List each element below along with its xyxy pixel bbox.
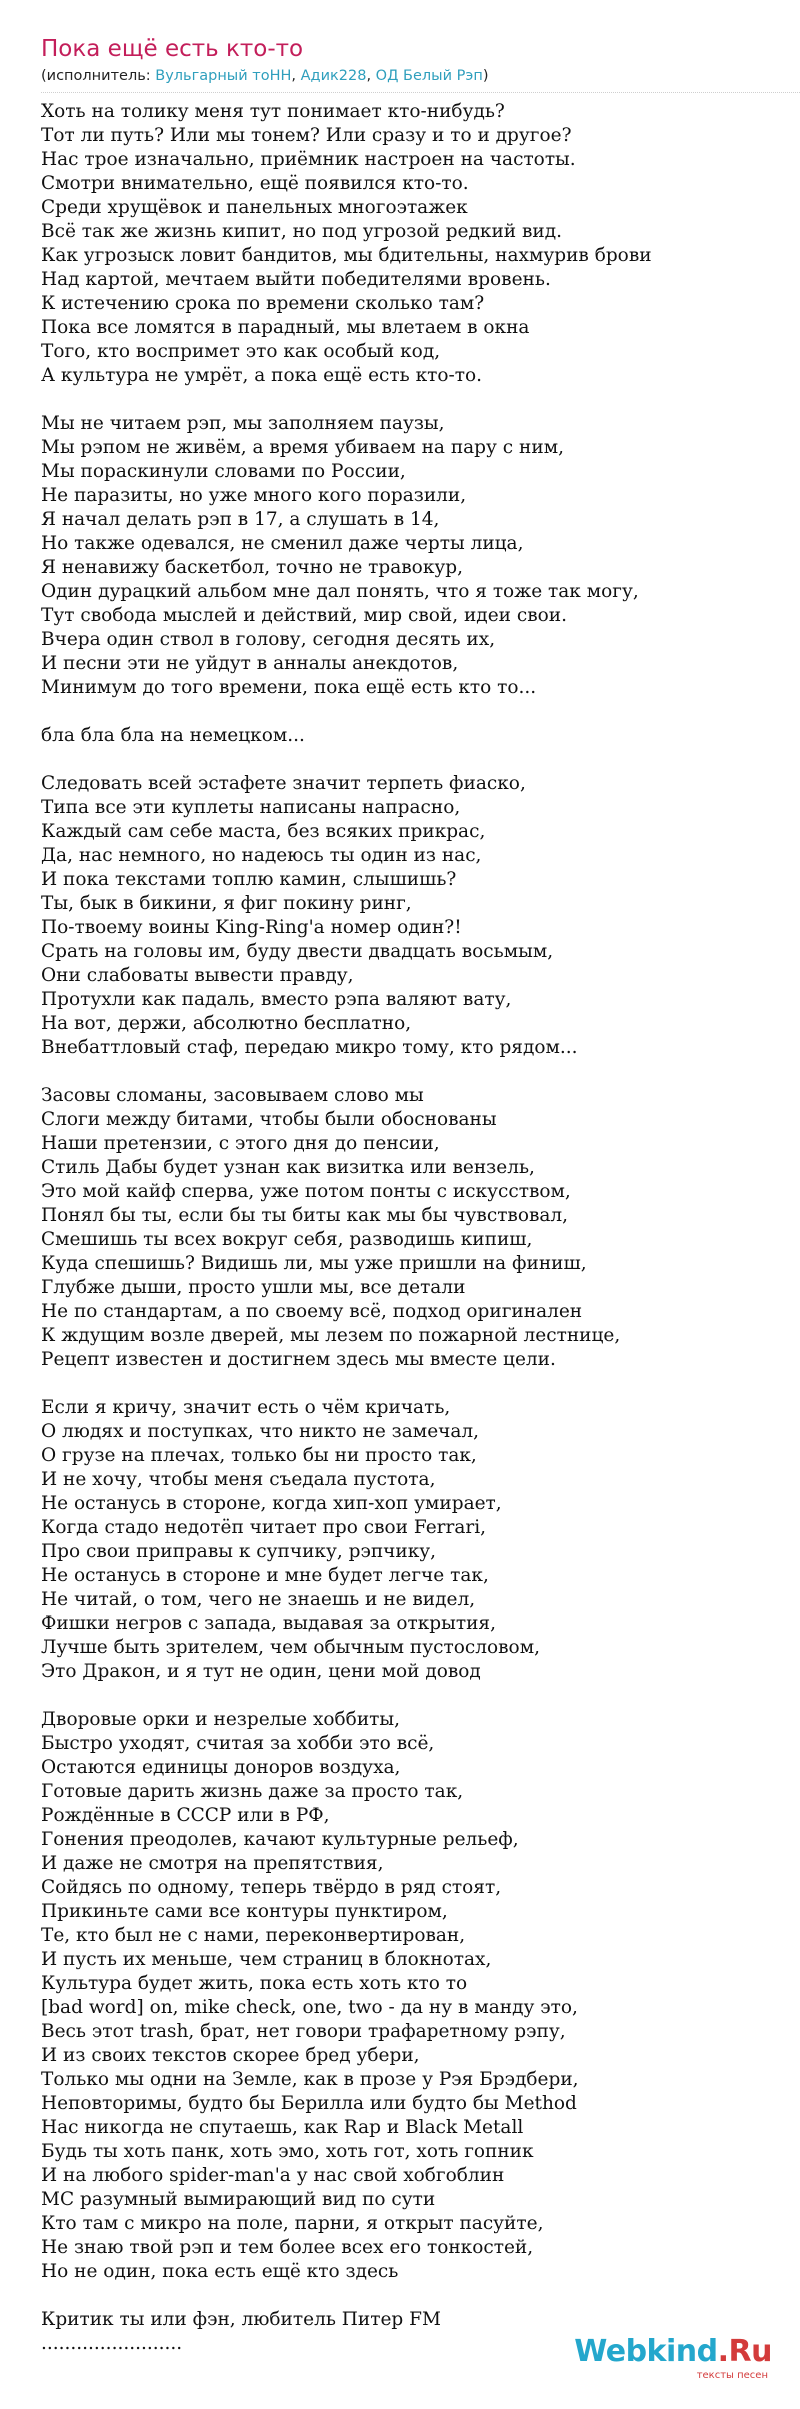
lyric-line: Это мой кайф сперва, уже потом понты с искусством, (41, 1181, 571, 1202)
lyric-line: Они слабоваты вывести правду, (41, 965, 354, 986)
logo-name: Webkind (574, 2334, 718, 2369)
lyric-line: Я ненавижу баскетбол, точно не травокур, (41, 557, 463, 578)
lyric-line: Один дурацкий альбом мне дал понять, что я тоже так могу, (41, 581, 639, 602)
lyric-line: Кто там с микро на поле, парни, я открыт пасуйте, (41, 2213, 544, 2234)
lyrics-stanza (41, 100, 761, 388)
lyric-line: Типа все эти куплеты написаны напрасно, (41, 797, 461, 818)
lyric-line: Внебаттловый стаф, передаю микро тому, кто рядом... (41, 1037, 578, 1058)
lyric-line: Готовые дарить жизнь даже за просто так, (41, 1781, 464, 1802)
artist-suffix: ) (482, 68, 489, 84)
lyric-line: А культура не умрёт, а пока ещё есть кто-то. (41, 365, 483, 386)
lyric-line: На вот, держи, абсолютно бесплатно, (41, 1013, 412, 1034)
artist-link[interactable]: Вульгарный тоНН (155, 68, 292, 84)
lyrics-stanza (41, 1396, 761, 1684)
lyric-line: Не паразиты, но уже много кого поразили, (41, 485, 467, 506)
lyric-line: Не знаю твой рэп и тем более всех его тонкостей, (41, 2237, 534, 2258)
lyric-line: И из своих текстов скорее бред убери, (41, 2045, 420, 2066)
lyrics-stanza (41, 1084, 761, 1372)
lyric-line: Гонения преодолев, качают культурные рельеф, (41, 1829, 519, 1850)
lyric-line: Мы рэпом не живём, а время убиваем на пару с ним, (41, 437, 564, 458)
lyric-line: МС разумный вымирающий вид по сути (41, 2189, 436, 2210)
lyric-line: Всё так же жизнь кипит, но под угрозой редкий вид. (41, 221, 562, 242)
lyric-line: И не хочу, чтобы меня съедала пустота, (41, 1469, 436, 1490)
lyric-line: Смотри внимательно, ещё появился кто-то. (41, 173, 469, 194)
lyric-line: Вчера один ствол в голову, сегодня десять их, (41, 629, 496, 650)
artist-link[interactable]: ОД Белый Рэп (375, 68, 483, 84)
site-logo[interactable] (574, 2336, 772, 2381)
lyric-line: Нас никогда не спутаешь, как Rap и Black Metall (41, 2117, 524, 2138)
lyric-line: Понял бы ты, если бы ты биты как мы бы чувствовал, (41, 1205, 569, 1226)
lyric-line: Срать на головы им, буду двести двадцать восьмым, (41, 941, 554, 962)
lyric-line: Глубже дыши, просто ушли мы, все детали (41, 1277, 466, 1298)
lyric-line: И пусть их меньше, чем страниц в блокнотах, (41, 1949, 492, 1970)
lyric-line: Куда спешишь? Видишь ли, мы уже пришли на финиш, (41, 1253, 587, 1274)
lyric-line: Протухли как падаль, вместо рэпа валяют вату, (41, 989, 512, 1010)
lyric-line: Критик ты или фэн, любитель Питер FM (41, 2309, 441, 2330)
artist-separator: , (291, 68, 301, 84)
lyric-line: Будь ты хоть панк, хоть эмо, хоть гот, хоть гопник (41, 2141, 534, 2162)
lyric-line: Хоть на толику меня тут понимает кто-нибудь? (41, 101, 505, 122)
artist-separator: , (366, 68, 376, 84)
artist-link[interactable]: Адик228 (300, 68, 367, 84)
lyric-line: Фишки негров с запада, выдавая за открытия, (41, 1613, 496, 1634)
lyric-line: Следовать всей эстафете значит терпеть фиаско, (41, 773, 526, 794)
logo-wordmark (574, 2336, 772, 2368)
lyric-line: Того, кто воспримет это как особый код, (41, 341, 441, 362)
lyric-line: Лучше быть зрителем, чем обычным пустословом, (41, 1637, 540, 1658)
lyric-line: И на любого spider-man'a у нас свой хобгоблин (41, 2165, 505, 2186)
lyric-line: И даже не смотря на препятствия, (41, 1853, 384, 1874)
lyric-line: Прикиньте сами все контуры пунктиром, (41, 1901, 448, 1922)
lyric-line: Не останусь в стороне и мне будет легче так, (41, 1565, 489, 1586)
lyric-line: Засовы сломаны, засовываем слово мы (41, 1085, 424, 1106)
lyric-line: Неповторимы, будто бы Берилла или будто бы Method (41, 2093, 577, 2114)
lyric-line: Нас трое изначально, приёмник настроен на частоты. (41, 149, 576, 170)
lyric-line: Тут свобода мыслей и действий, мир свой, идеи свои. (41, 605, 567, 626)
lyric-line: Про свои приправы к супчику, рэпчику, (41, 1541, 437, 1562)
lyrics-body (41, 100, 761, 2380)
lyric-line: Дворовые орки и незрелые хоббиты, (41, 1709, 400, 1730)
title-divider (41, 92, 800, 93)
lyric-line: Только мы одни на Земле, как в прозе у Рэя Брэдбери, (41, 2069, 579, 2090)
lyric-line: Пока все ломятся в парадный, мы влетаем в окна (41, 317, 530, 338)
lyric-line: [bad word] on, mike check, one, two - да ну в манду это, (41, 1997, 578, 2018)
lyric-line: Когда стадо недотёп читает про свои Ferrari, (41, 1517, 487, 1538)
lyric-line: Мы не читаем рэп, мы заполняем паузы, (41, 413, 445, 434)
lyric-line: Не по стандартам, а по своему всё, подход оригинален (41, 1301, 583, 1322)
lyric-line: О людях и поступках, что никто не замечал, (41, 1421, 480, 1442)
lyric-line: Рождённые в СССР или в РФ, (41, 1805, 330, 1826)
lyric-line: Над картой, мечтаем выйти победителями вровень. (41, 269, 551, 290)
lyric-line: Наши претензии, с этого дня до пенсии, (41, 1133, 440, 1154)
lyric-line: Как угрозыск ловит бандитов, мы бдительны, нахмурив брови (41, 245, 652, 266)
song-title: Пока ещё есть кто-то (41, 36, 304, 62)
lyric-line: Но также одевался, не сменил даже черты лица, (41, 533, 524, 554)
lyric-line: Да, нас немного, но надеюсь ты один из нас, (41, 845, 482, 866)
lyric-line: Весь этот trash, брат, нет говори трафаретному рэпу, (41, 2021, 566, 2042)
lyric-line: Но не один, пока есть ещё кто здесь (41, 2261, 399, 2282)
artist-line (41, 68, 488, 84)
lyric-line: Рецепт известен и достигнем здесь мы вместе цели. (41, 1349, 556, 1370)
lyric-line: Не читай, о том, чего не знаешь и не видел, (41, 1589, 476, 1610)
lyric-line: И песни эти не уйдут в анналы анекдотов, (41, 653, 459, 674)
artist-prefix: (исполнитель: (41, 68, 156, 84)
lyric-line: Стиль Дабы будет узнан как визитка или вензель, (41, 1157, 535, 1178)
lyric-line: ........................ (41, 2333, 183, 2354)
lyric-line: Ты, бык в бикини, я фиг покину ринг, (41, 893, 412, 914)
lyric-line: Это Дракон, и я тут не один, цени мой довод (41, 1661, 481, 1682)
lyric-line: Я начал делать рэп в 17, а слушать в 14, (41, 509, 440, 530)
lyric-line: Остаются единицы доноров воздуха, (41, 1757, 401, 1778)
lyric-line: О грузе на плечах, только бы ни просто так, (41, 1445, 477, 1466)
lyric-line: Быстро уходят, считая за хобби это всё, (41, 1733, 435, 1754)
lyric-line: По-твоему воины King-Ring'a номер один?! (41, 917, 462, 938)
lyric-line: Культура будет жить, пока есть хоть кто то (41, 1973, 468, 1994)
lyric-line: Те, кто был не с нами, переконвертирован, (41, 1925, 466, 1946)
lyric-line: Смешишь ты всех вокруг себя, разводишь кипиш, (41, 1229, 533, 1250)
lyrics-stanza (41, 412, 761, 700)
lyric-line: Сойдясь по одному, теперь твёрдо в ряд стоят, (41, 1877, 502, 1898)
lyric-line: Не останусь в стороне, когда хип-хоп умирает, (41, 1493, 502, 1514)
lyric-line: Если я кричу, значит есть о чём кричать, (41, 1397, 451, 1418)
lyric-line: бла бла бла на немецком... (41, 725, 305, 746)
lyric-line: Минимум до того времени, пока ещё есть кто то... (41, 677, 537, 698)
lyric-line: И пока текстами топлю камин, слышишь? (41, 869, 457, 890)
lyrics-stanza (41, 772, 761, 1060)
lyric-line: К ждущим возле дверей, мы лезем по пожарной лестнице, (41, 1325, 621, 1346)
logo-tagline: тексты песен (696, 2370, 768, 2381)
lyric-line: Тот ли путь? Или мы тонем? Или сразу и то и другое? (41, 125, 572, 146)
lyrics-stanza (41, 1708, 761, 2284)
lyric-line: Слоги между битами, чтобы были обоснованы (41, 1109, 497, 1130)
lyric-line: К истечению срока по времени сколько там? (41, 293, 485, 314)
lyric-line: Среди хрущёвок и панельных многоэтажек (41, 197, 468, 218)
lyrics-stanza (41, 724, 761, 748)
logo-tld: .Ru (717, 2334, 772, 2369)
lyric-line: Каждый сам себе маста, без всяких прикрас, (41, 821, 486, 842)
lyric-line: Мы пораскинули словами по России, (41, 461, 406, 482)
